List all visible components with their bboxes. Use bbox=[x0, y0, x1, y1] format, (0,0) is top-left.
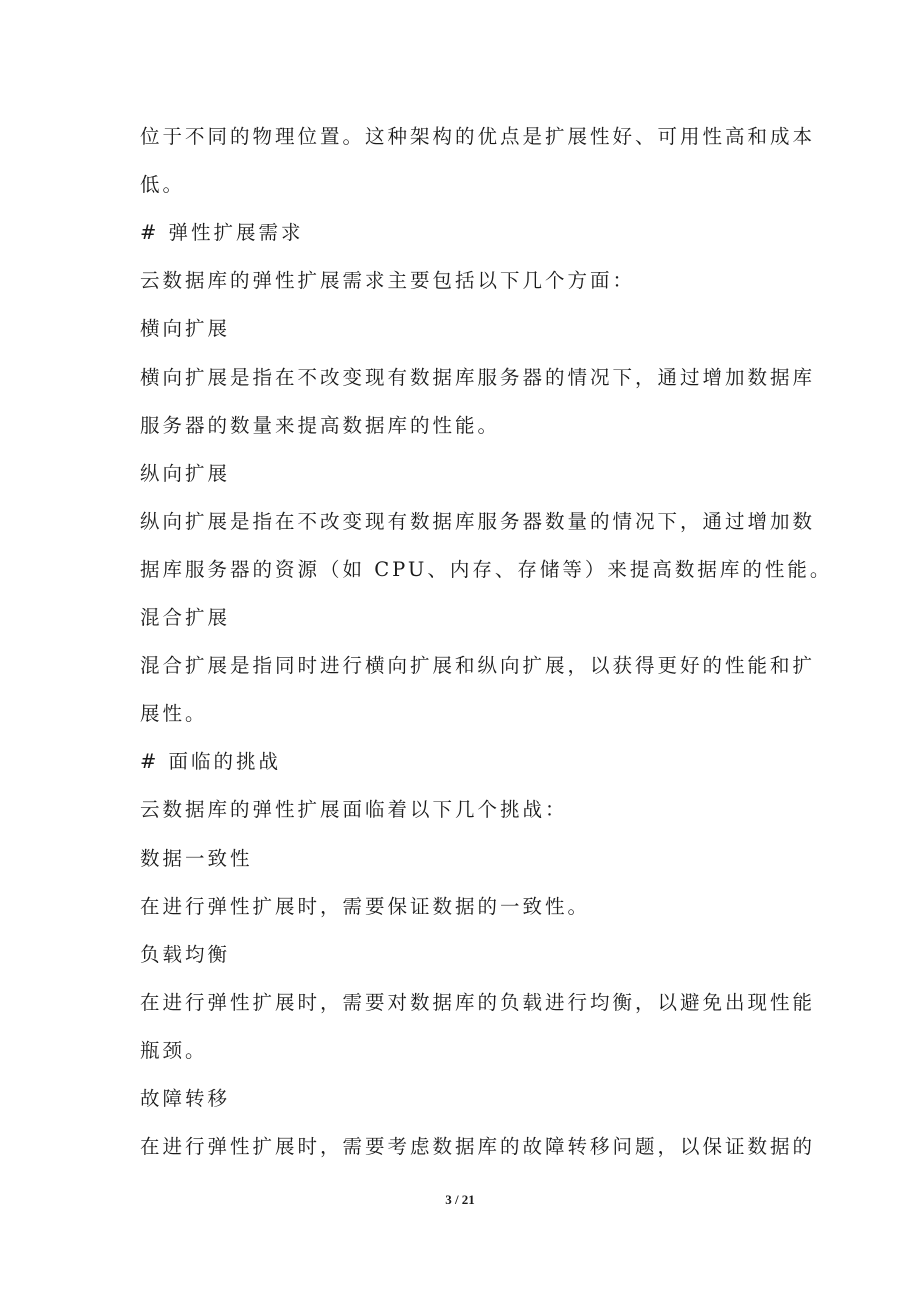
paragraph-line: 混合扩展是指同时进行横向扩展和纵向扩展，以获得更好的性能和扩 bbox=[140, 654, 816, 678]
page-number: 3 / 21 bbox=[445, 1192, 475, 1207]
subsection-heading: 负载均衡 bbox=[140, 942, 231, 966]
section-heading: # 弹性扩展需求 bbox=[140, 221, 304, 245]
paragraph-line: 瓶颈。 bbox=[140, 1038, 208, 1062]
section-heading: # 面临的挑战 bbox=[140, 750, 282, 774]
paragraph-line: 纵向扩展是指在不改变现有数据库服务器数量的情况下，通过增加数 bbox=[140, 509, 816, 533]
subsection-heading: 横向扩展 bbox=[140, 317, 231, 341]
subsection-heading: 数据一致性 bbox=[140, 846, 253, 870]
paragraph-line: 低。 bbox=[140, 173, 186, 197]
paragraph-line: 云数据库的弹性扩展面临着以下几个挑战： bbox=[140, 798, 568, 822]
paragraph-line: 位于不同的物理位置。这种架构的优点是扩展性好、可用性高和成本 bbox=[140, 125, 816, 148]
paragraph-line: 在进行弹性扩展时，需要考虑数据库的故障转移问题，以保证数据的 bbox=[140, 1135, 816, 1159]
paragraph-line: 横向扩展是指在不改变现有数据库服务器的情况下，通过增加数据库 bbox=[140, 365, 816, 389]
paragraph-line: 展性。 bbox=[140, 702, 208, 726]
subsection-heading: 混合扩展 bbox=[140, 606, 231, 629]
paragraph-line: 云数据库的弹性扩展需求主要包括以下几个方面： bbox=[140, 269, 636, 293]
subsection-heading: 纵向扩展 bbox=[140, 461, 231, 485]
paragraph-line: 据库服务器的资源（如 CPU、内存、存储等）来提高数据库的性能。 bbox=[140, 557, 833, 581]
subsection-heading: 故障转移 bbox=[140, 1087, 231, 1110]
paragraph-line: 在进行弹性扩展时，需要对数据库的负载进行均衡，以避免出现性能 bbox=[140, 990, 816, 1014]
paragraph-line: 在进行弹性扩展时，需要保证数据的一致性。 bbox=[140, 894, 591, 918]
paragraph-line: 服务器的数量来提高数据库的性能。 bbox=[140, 413, 501, 437]
